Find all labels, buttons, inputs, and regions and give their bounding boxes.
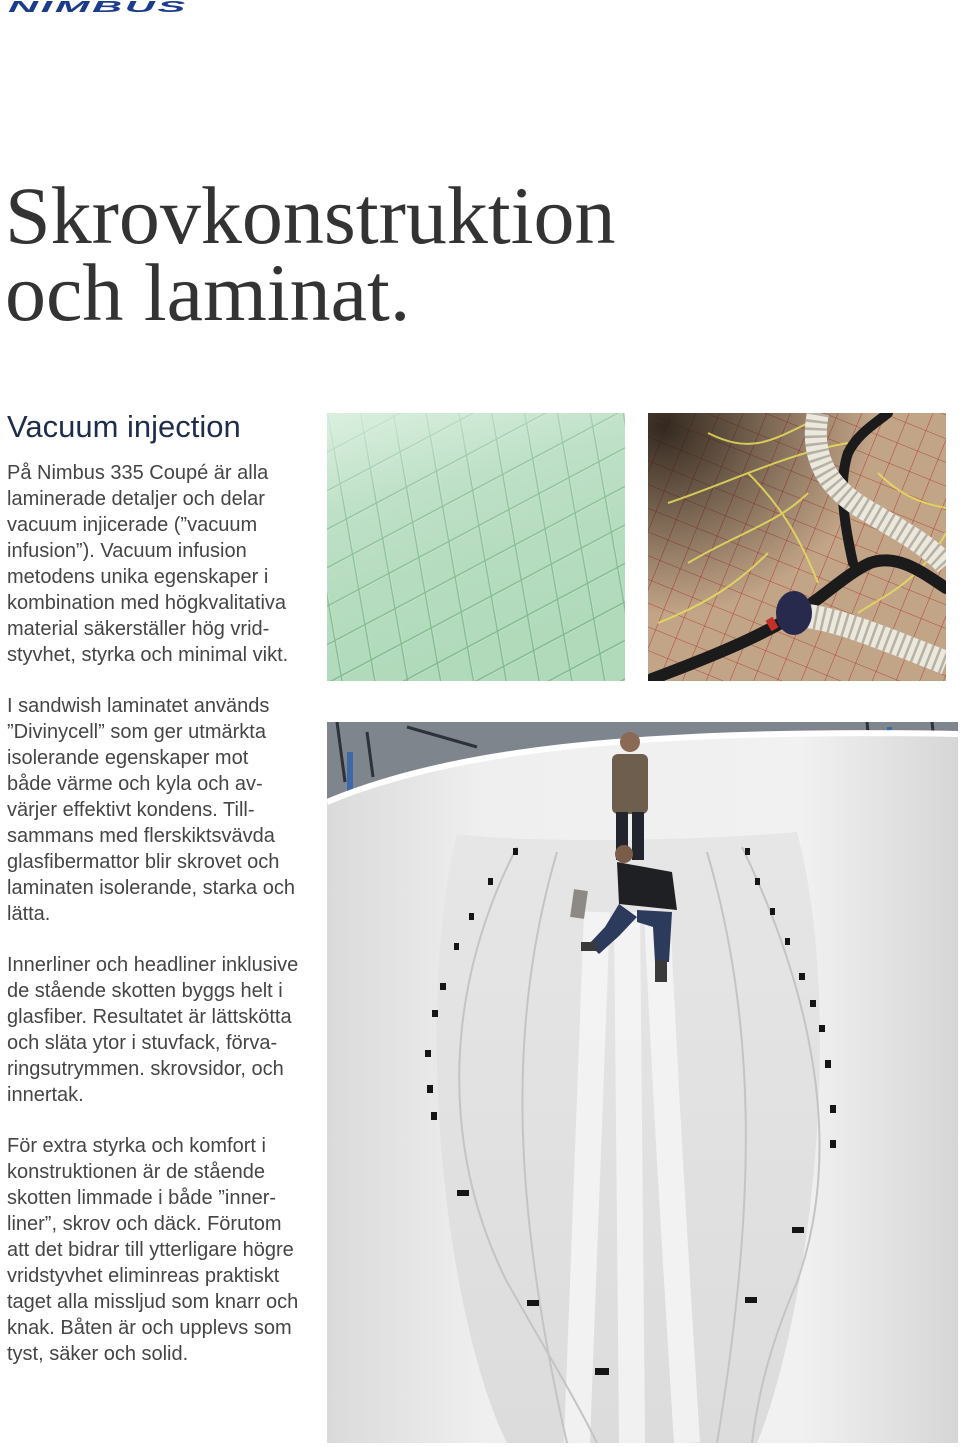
hose-connector: [776, 591, 812, 635]
text-line: både värme och kyla och av-: [7, 773, 263, 795]
text-line: värjer effektivt kondens. Till-: [7, 799, 255, 821]
text-line: ringsutrymmen. skrovsidor, och: [7, 1058, 284, 1080]
text-line: glasfiber. Resultatet är lättskötta: [7, 1006, 292, 1028]
text-line: styvhet, styrka och minimal vikt.: [7, 644, 289, 666]
paragraph-vacuum-infusion: [7, 460, 317, 668]
text-line: isolerande egenskaper mot: [7, 747, 249, 769]
text-line: och släta ytor i stuvfack, förva-: [7, 1032, 278, 1054]
text-line: För extra styrka och komfort i: [7, 1135, 266, 1157]
text-line: metodens unika egenskaper i: [7, 566, 269, 588]
nimbus-logo: NIMBUS: [8, 0, 188, 16]
text-line: vridstyvhet eliminreas praktiskt: [7, 1265, 280, 1287]
text-line: ”Divinycell” som ger utmärkta: [7, 721, 266, 743]
text-line: Innerliner och headliner inklusive: [7, 954, 299, 976]
paragraph-sandwich-laminate: [7, 693, 317, 927]
text-line: liner”, skrov och däck. Förutom: [7, 1213, 282, 1235]
section-heading: Vacuum injection: [7, 409, 241, 444]
hull-photo: [327, 722, 958, 1443]
text-line: material säkerställer hög vrid-: [7, 618, 270, 640]
text-line: I sandwish laminatet används: [7, 695, 270, 717]
page-title-line: Skrovkonstruktion: [5, 170, 616, 261]
text-line: laminaten isolerande, starka och: [7, 877, 295, 899]
paragraph-bulkheads: [7, 1133, 317, 1367]
text-line: innertak.: [7, 1084, 84, 1106]
text-line: tyst, säker och solid.: [7, 1343, 189, 1365]
paragraph-innerliner: [7, 952, 317, 1108]
text-line: att det bidrar till ytterligare högre: [7, 1239, 294, 1261]
page-title-line: och laminat.: [5, 247, 411, 338]
text-line: sammans med flerskiktsvävda: [7, 825, 275, 847]
text-line: På Nimbus 335 Coupé är alla: [7, 462, 269, 484]
text-line: skotten limmade i både ”inner-: [7, 1187, 277, 1209]
text-line: de stående skotten byggs helt i: [7, 980, 283, 1002]
text-line: knak. Båten är och upplevs som: [7, 1317, 292, 1339]
infusion-hoses-photo: [648, 413, 946, 681]
text-line: vacuum injicerade (”vacuum: [7, 514, 258, 536]
foam-core-photo: [327, 413, 625, 681]
text-line: konstruktionen är de stående: [7, 1161, 265, 1183]
text-line: infusion”). Vacuum infusion: [7, 540, 247, 562]
text-line: kombination med högkvalitativa: [7, 592, 287, 614]
text-line: taget alla missljud som knarr och: [7, 1291, 299, 1313]
text-line: lätta.: [7, 903, 51, 925]
text-line: glasfibermattor blir skrovet och: [7, 851, 280, 873]
text-line: laminerade detaljer och delar: [7, 488, 265, 510]
page-title: [5, 170, 616, 338]
body-text: [7, 460, 317, 1392]
